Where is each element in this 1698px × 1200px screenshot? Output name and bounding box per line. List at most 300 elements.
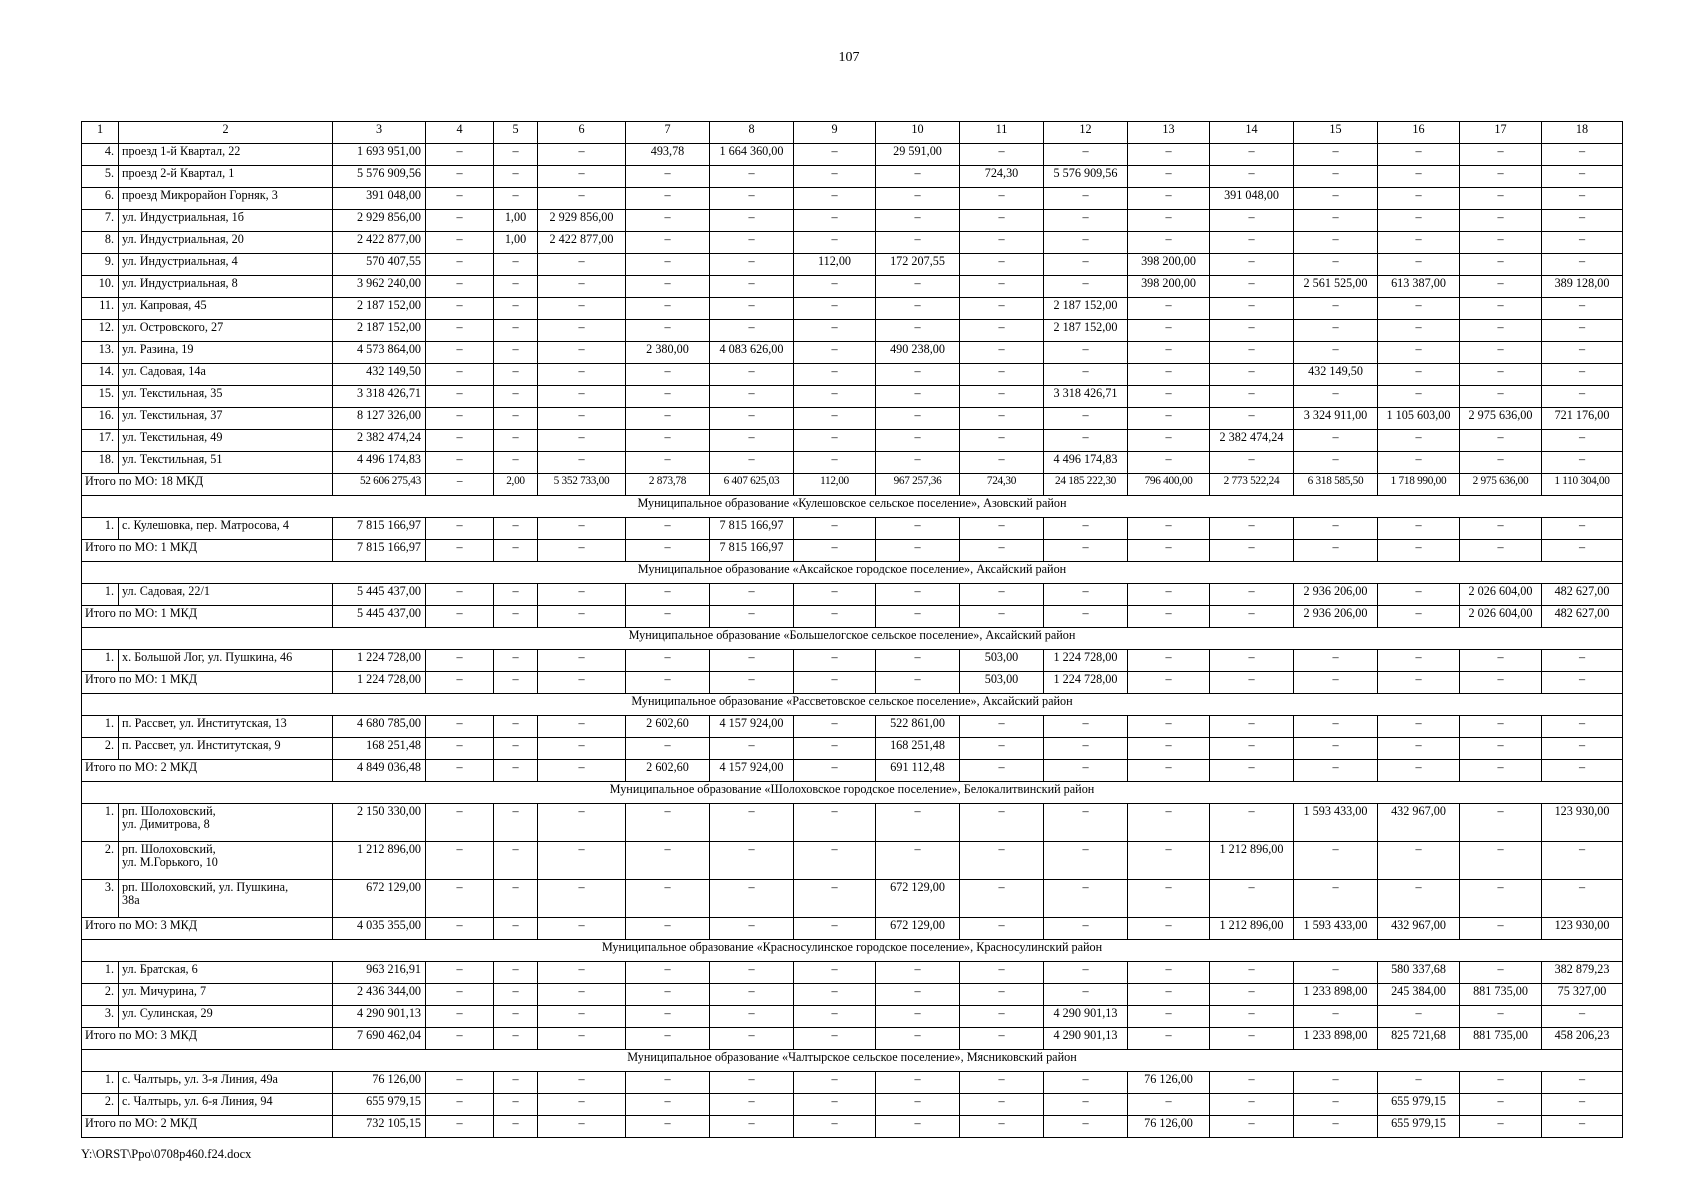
table-cell: – — [1044, 804, 1128, 842]
table-cell: 2 602,60 — [626, 716, 710, 738]
table-cell: – — [426, 386, 494, 408]
table-cell: – — [794, 606, 876, 628]
table-cell: – — [794, 1006, 876, 1028]
table-cell: – — [494, 540, 538, 562]
address-cell: ул. Текстильная, 49 — [119, 430, 333, 452]
table-cell: 672 129,00 — [876, 880, 960, 918]
table-cell: – — [1210, 1072, 1294, 1094]
table-cell: – — [1210, 408, 1294, 430]
column-header: 13 — [1128, 122, 1210, 144]
table-cell: 1 224 728,00 — [333, 672, 426, 694]
table-cell: – — [1210, 452, 1294, 474]
table-cell: – — [426, 716, 494, 738]
table-cell: – — [1378, 540, 1460, 562]
row-number: 1. — [82, 1072, 119, 1094]
table-cell: 4 496 174,83 — [333, 452, 426, 474]
table-cell: – — [710, 430, 794, 452]
table-cell: – — [1294, 760, 1378, 782]
table-cell: 503,00 — [960, 650, 1044, 672]
table-cell: – — [426, 518, 494, 540]
table-cell: – — [1044, 738, 1128, 760]
row-number: 1. — [82, 650, 119, 672]
table-cell: – — [1128, 962, 1210, 984]
table-cell: – — [1294, 842, 1378, 880]
table-cell: – — [1128, 166, 1210, 188]
table-cell: – — [1542, 452, 1623, 474]
table-cell: – — [494, 716, 538, 738]
table-cell: – — [1128, 716, 1210, 738]
table-cell: – — [710, 1028, 794, 1050]
table-cell: – — [960, 962, 1044, 984]
table-cell: – — [426, 760, 494, 782]
section-heading-row — [82, 782, 1623, 804]
table-row — [82, 254, 1623, 276]
table-cell: – — [426, 962, 494, 984]
table-cell: – — [1378, 880, 1460, 918]
table-cell: – — [1128, 606, 1210, 628]
section-heading: Муниципальное образование «Чалтырское сельское поселение», Мясниковский район — [82, 1050, 1623, 1072]
table-cell: – — [1378, 386, 1460, 408]
table-cell: 168 251,48 — [333, 738, 426, 760]
table-cell: – — [494, 188, 538, 210]
table-cell: 2 026 604,00 — [1460, 606, 1542, 628]
table-cell: – — [1542, 1094, 1623, 1116]
table-cell: – — [494, 276, 538, 298]
table-cell: 1 212 896,00 — [333, 842, 426, 880]
section-heading: Муниципальное образование «Рассветовское сельское поселение», Аксайский район — [82, 694, 1623, 716]
table-cell: 724,30 — [960, 166, 1044, 188]
address-cell: ул. Индустриальная, 8 — [119, 276, 333, 298]
table-cell: – — [626, 1072, 710, 1094]
table-cell: 2 187 152,00 — [1044, 298, 1128, 320]
table-cell: – — [426, 276, 494, 298]
table-cell: – — [426, 342, 494, 364]
table-cell: – — [626, 1006, 710, 1028]
table-cell: – — [794, 188, 876, 210]
address-cell: х. Большой Лог, ул. Пушкина, 46 — [119, 650, 333, 672]
table-cell: – — [1128, 232, 1210, 254]
table-cell: – — [876, 166, 960, 188]
table-cell: – — [710, 166, 794, 188]
table-cell: 112,00 — [794, 254, 876, 276]
table-cell: – — [426, 984, 494, 1006]
table-cell: – — [626, 298, 710, 320]
table-cell: – — [876, 276, 960, 298]
table-cell: – — [494, 342, 538, 364]
table-cell: – — [1460, 1094, 1542, 1116]
table-cell: – — [960, 738, 1044, 760]
table-cell: 4 157 924,00 — [710, 760, 794, 782]
table-cell: – — [1294, 1094, 1378, 1116]
table-cell: – — [1460, 738, 1542, 760]
table-row — [82, 650, 1623, 672]
table-cell: – — [494, 760, 538, 782]
column-header: 12 — [1044, 122, 1128, 144]
table-cell: 4 035 355,00 — [333, 918, 426, 940]
table-cell: – — [794, 386, 876, 408]
table-cell: 2 436 344,00 — [333, 984, 426, 1006]
row-number: 5. — [82, 166, 119, 188]
row-number: 6. — [82, 188, 119, 210]
table-cell: – — [538, 672, 626, 694]
table-cell: – — [1542, 672, 1623, 694]
table-cell: – — [538, 276, 626, 298]
table-row — [82, 320, 1623, 342]
table-cell: 4 290 901,13 — [333, 1006, 426, 1028]
table-cell: – — [1460, 672, 1542, 694]
table-cell: – — [710, 232, 794, 254]
table-cell: – — [1542, 254, 1623, 276]
table-cell: – — [1378, 672, 1460, 694]
table-cell: – — [1294, 962, 1378, 984]
table-cell: 4 680 785,00 — [333, 716, 426, 738]
table-cell: – — [1210, 1006, 1294, 1028]
table-cell: – — [626, 210, 710, 232]
table-cell: 1,00 — [494, 210, 538, 232]
table-row — [82, 232, 1623, 254]
table-cell: – — [538, 452, 626, 474]
table-cell: – — [494, 518, 538, 540]
table-cell: – — [426, 918, 494, 940]
table-cell: – — [1460, 962, 1542, 984]
table-cell: 3 318 426,71 — [1044, 386, 1128, 408]
table-cell: – — [794, 144, 876, 166]
table-cell: – — [626, 452, 710, 474]
table-cell: – — [538, 584, 626, 606]
table-cell: 655 979,15 — [1378, 1094, 1460, 1116]
column-header: 18 — [1542, 122, 1623, 144]
table-cell: – — [538, 166, 626, 188]
table-cell: – — [1542, 144, 1623, 166]
table-cell: 7 815 166,97 — [710, 518, 794, 540]
table-cell: 1 224 728,00 — [1044, 672, 1128, 694]
table-cell: – — [1460, 1006, 1542, 1028]
column-header: 7 — [626, 122, 710, 144]
column-header: 6 — [538, 122, 626, 144]
row-number: 12. — [82, 320, 119, 342]
address-cell: ул. Индустриальная, 1б — [119, 210, 333, 232]
table-cell: 1 224 728,00 — [1044, 650, 1128, 672]
table-cell: – — [960, 320, 1044, 342]
table-cell: – — [538, 738, 626, 760]
table-cell: – — [494, 1006, 538, 1028]
table-cell: – — [960, 606, 1044, 628]
table-cell: 4 849 036,48 — [333, 760, 426, 782]
column-header: 11 — [960, 122, 1044, 144]
table-cell: – — [1128, 452, 1210, 474]
table-cell: – — [626, 738, 710, 760]
table-cell: – — [1044, 606, 1128, 628]
table-cell: – — [1210, 962, 1294, 984]
table-cell: – — [794, 430, 876, 452]
table-cell: – — [876, 298, 960, 320]
data-table — [81, 121, 1623, 1138]
table-cell: – — [494, 1028, 538, 1050]
column-header: 3 — [333, 122, 426, 144]
table-cell: 655 979,15 — [1378, 1116, 1460, 1138]
table-cell: – — [1378, 342, 1460, 364]
table-cell: – — [626, 364, 710, 386]
table-cell: – — [876, 842, 960, 880]
table-cell: – — [626, 254, 710, 276]
table-cell: – — [538, 254, 626, 276]
table-cell: 2 422 877,00 — [333, 232, 426, 254]
table-cell: – — [710, 962, 794, 984]
section-heading-row — [82, 1050, 1623, 1072]
table-cell: – — [426, 672, 494, 694]
table-cell: 112,00 — [794, 474, 876, 496]
table-cell: – — [494, 584, 538, 606]
table-cell: 398 200,00 — [1128, 276, 1210, 298]
table-cell: – — [1542, 880, 1623, 918]
table-cell: 76 126,00 — [1128, 1116, 1210, 1138]
table-cell: 5 352 733,00 — [538, 474, 626, 496]
table-cell: – — [1460, 1116, 1542, 1138]
table-cell: – — [1378, 716, 1460, 738]
table-cell: – — [794, 408, 876, 430]
table-cell: 2 422 877,00 — [538, 232, 626, 254]
table-cell: – — [426, 144, 494, 166]
table-cell: – — [426, 804, 494, 842]
table-cell: – — [1044, 408, 1128, 430]
table-cell: – — [1460, 386, 1542, 408]
table-cell: – — [1542, 518, 1623, 540]
row-number: 1. — [82, 518, 119, 540]
total-row — [82, 1116, 1623, 1138]
table-cell: – — [1128, 408, 1210, 430]
table-cell: – — [1460, 918, 1542, 940]
table-row — [82, 298, 1623, 320]
table-cell: – — [710, 738, 794, 760]
table-cell: – — [626, 232, 710, 254]
table-cell: – — [1460, 210, 1542, 232]
table-cell: – — [1378, 650, 1460, 672]
table-cell: – — [1210, 606, 1294, 628]
table-cell: – — [538, 880, 626, 918]
table-cell: 6 318 585,50 — [1294, 474, 1378, 496]
table-cell: – — [1044, 342, 1128, 364]
row-number: 2. — [82, 984, 119, 1006]
table-cell: 75 327,00 — [1542, 984, 1623, 1006]
table-cell: – — [1294, 298, 1378, 320]
section-heading: Муниципальное образование «Шолоховское городское поселение», Белокалитвинский район — [82, 782, 1623, 804]
total-label: Итого по МО: 3 МКД — [82, 1028, 333, 1050]
table-cell: 76 126,00 — [1128, 1072, 1210, 1094]
table-cell: – — [1378, 232, 1460, 254]
table-cell: 123 930,00 — [1542, 804, 1623, 842]
table-cell: 7 815 166,97 — [333, 518, 426, 540]
table-cell: – — [710, 452, 794, 474]
table-cell: 1 718 990,00 — [1378, 474, 1460, 496]
table-cell: 5 445 437,00 — [333, 584, 426, 606]
table-cell: 1 233 898,00 — [1294, 1028, 1378, 1050]
table-cell: – — [794, 518, 876, 540]
address-cell: с. Чалтырь, ул. 6-я Линия, 94 — [119, 1094, 333, 1116]
table-cell: – — [1128, 342, 1210, 364]
table-cell: 672 129,00 — [876, 918, 960, 940]
table-cell: – — [1542, 760, 1623, 782]
table-cell: – — [794, 1094, 876, 1116]
table-cell: – — [426, 166, 494, 188]
table-cell: – — [1378, 188, 1460, 210]
total-label: Итого по МО: 1 МКД — [82, 672, 333, 694]
total-row — [82, 918, 1623, 940]
table-cell: – — [1542, 386, 1623, 408]
table-cell: – — [1294, 1072, 1378, 1094]
table-cell: – — [1542, 738, 1623, 760]
column-header: 2 — [119, 122, 333, 144]
section-heading: Муниципальное образование «Кулешовское сельское поселение», Азовский район — [82, 496, 1623, 518]
table-row — [82, 452, 1623, 474]
table-cell: – — [794, 166, 876, 188]
address-cell: ул. Мичурина, 7 — [119, 984, 333, 1006]
table-cell: – — [876, 1028, 960, 1050]
table-cell: 172 207,55 — [876, 254, 960, 276]
table-cell: – — [876, 584, 960, 606]
table-cell: – — [794, 320, 876, 342]
table-cell: 2 936 206,00 — [1294, 584, 1378, 606]
table-cell: – — [1460, 166, 1542, 188]
table-cell: – — [626, 166, 710, 188]
table-cell: – — [794, 672, 876, 694]
row-number: 1. — [82, 584, 119, 606]
table-cell: – — [794, 232, 876, 254]
table-cell: – — [538, 804, 626, 842]
table-cell: – — [1294, 1006, 1378, 1028]
table-cell: – — [1460, 430, 1542, 452]
address-cell: проезд 2-й Квартал, 1 — [119, 166, 333, 188]
address-cell: проезд Микрорайон Горняк, 3 — [119, 188, 333, 210]
table-cell: – — [1210, 650, 1294, 672]
table-cell: 503,00 — [960, 672, 1044, 694]
table-cell: – — [794, 962, 876, 984]
table-cell: – — [626, 880, 710, 918]
table-cell: – — [494, 1072, 538, 1094]
table-cell: 4 083 626,00 — [710, 342, 794, 364]
table-cell: – — [494, 606, 538, 628]
table-cell: 1 233 898,00 — [1294, 984, 1378, 1006]
table-cell: – — [426, 232, 494, 254]
table-cell: – — [538, 650, 626, 672]
table-cell: – — [538, 430, 626, 452]
table-cell: – — [1210, 1116, 1294, 1138]
table-cell: – — [626, 584, 710, 606]
table-cell: – — [876, 1116, 960, 1138]
row-number: 11. — [82, 298, 119, 320]
table-cell: – — [1542, 320, 1623, 342]
table-cell: – — [710, 408, 794, 430]
table-cell: 3 324 911,00 — [1294, 408, 1378, 430]
table-cell: – — [1210, 386, 1294, 408]
total-row — [82, 540, 1623, 562]
table-row — [82, 166, 1623, 188]
table-cell: – — [538, 188, 626, 210]
table-cell: – — [710, 364, 794, 386]
table-cell: – — [538, 408, 626, 430]
table-cell: 7 815 166,97 — [710, 540, 794, 562]
table-cell: 398 200,00 — [1128, 254, 1210, 276]
table-cell: 1 693 951,00 — [333, 144, 426, 166]
table-cell: 4 573 864,00 — [333, 342, 426, 364]
table-cell: – — [1378, 254, 1460, 276]
table-cell: – — [1460, 842, 1542, 880]
table-cell: – — [960, 1006, 1044, 1028]
table-cell: 1 212 896,00 — [1210, 918, 1294, 940]
address-cell: п. Рассвет, ул. Институтская, 9 — [119, 738, 333, 760]
row-number: 2. — [82, 842, 119, 880]
table-cell: – — [1210, 716, 1294, 738]
table-cell: 1,00 — [494, 232, 538, 254]
total-row — [82, 760, 1623, 782]
table-cell: – — [1128, 188, 1210, 210]
row-number: 14. — [82, 364, 119, 386]
table-cell: – — [1294, 320, 1378, 342]
table-cell: – — [494, 320, 538, 342]
table-cell: – — [1542, 188, 1623, 210]
table-cell: – — [1128, 298, 1210, 320]
address-cell: с. Чалтырь, ул. 3-я Линия, 49а — [119, 1072, 333, 1094]
table-cell: – — [626, 650, 710, 672]
table-cell: – — [1460, 540, 1542, 562]
total-label: Итого по МО: 2 МКД — [82, 1116, 333, 1138]
section-heading-row — [82, 628, 1623, 650]
table-cell: – — [494, 1116, 538, 1138]
table-cell: – — [876, 984, 960, 1006]
table-cell: – — [426, 188, 494, 210]
table-cell: – — [794, 738, 876, 760]
table-cell: – — [494, 408, 538, 430]
table-body — [82, 122, 1623, 1138]
table-cell: – — [1542, 1116, 1623, 1138]
table-cell: – — [794, 1072, 876, 1094]
table-cell: – — [494, 430, 538, 452]
table-cell: – — [1128, 760, 1210, 782]
table-cell: – — [1542, 540, 1623, 562]
table-cell: – — [1294, 452, 1378, 474]
table-cell: – — [876, 364, 960, 386]
table-cell: – — [1210, 232, 1294, 254]
column-header: 9 — [794, 122, 876, 144]
table-cell: – — [426, 320, 494, 342]
table-row — [82, 518, 1623, 540]
table-cell: – — [1378, 584, 1460, 606]
table-cell: – — [1294, 210, 1378, 232]
address-cell: рп. Шолоховский, ул. Пушкина, 38а — [119, 880, 333, 918]
table-cell: – — [1210, 804, 1294, 842]
table-cell: – — [1044, 1072, 1128, 1094]
table-cell: 1 664 360,00 — [710, 144, 794, 166]
table-cell: – — [876, 408, 960, 430]
table-cell: – — [876, 672, 960, 694]
header-row — [82, 122, 1623, 144]
total-label: Итого по МО: 2 МКД — [82, 760, 333, 782]
column-header: 5 — [494, 122, 538, 144]
section-heading: Муниципальное образование «Красносулинское городское поселение», Красносулинский район — [82, 940, 1623, 962]
row-number: 17. — [82, 430, 119, 452]
table-cell: 4 290 901,13 — [1044, 1028, 1128, 1050]
table-cell: – — [538, 298, 626, 320]
table-cell: – — [960, 342, 1044, 364]
table-cell: – — [1044, 276, 1128, 298]
table-cell: – — [710, 1072, 794, 1094]
table-cell: – — [426, 1116, 494, 1138]
table-cell: – — [626, 606, 710, 628]
table-cell: – — [1460, 298, 1542, 320]
table-cell: – — [1210, 1028, 1294, 1050]
table-cell: – — [960, 210, 1044, 232]
table-cell: – — [494, 144, 538, 166]
table-cell: – — [960, 430, 1044, 452]
